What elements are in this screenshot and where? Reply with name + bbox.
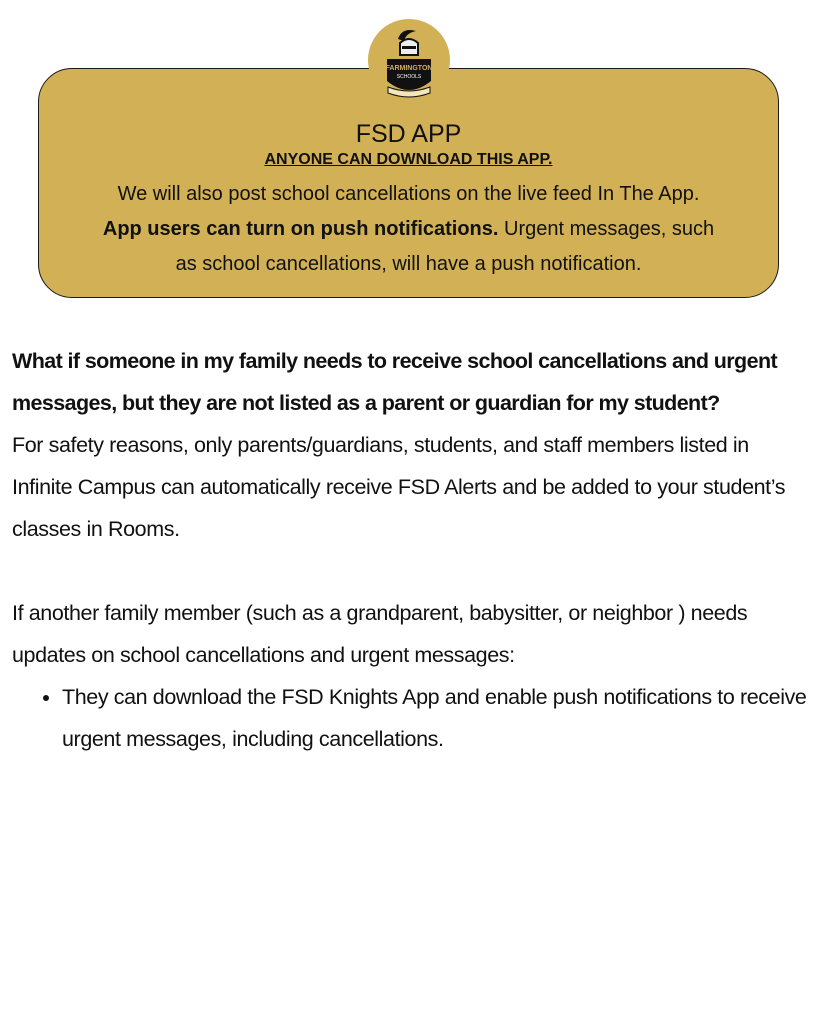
card-title: FSD APP xyxy=(355,120,462,148)
faq-other-family: If another family member (such as a grandparent, babysitter, or neighbor ) needs updates on school cancellations and urgent messages: xyxy=(12,601,748,667)
card-line: as school cancellations, will have a push notification. xyxy=(175,253,642,275)
card-subtitle: ANYONE CAN DOWNLOAD THIS APP. xyxy=(264,151,553,168)
bullet-list xyxy=(12,676,812,760)
card-line: We will also post school cancellations on the live feed In The App. xyxy=(117,183,700,205)
svg-text:SCHOOLS: SCHOOLS xyxy=(396,74,422,80)
svg-text:FARMINGTON: FARMINGTON xyxy=(385,65,433,72)
farmington-schools-logo xyxy=(384,27,434,103)
faq-section xyxy=(12,340,812,760)
card-line xyxy=(39,218,778,241)
faq-answer: For safety reasons, only parents/guardians, students, and staff members listed in Infinite Campus can automatically receive FSD Alerts and be added to your student’s classes in Rooms. xyxy=(12,433,786,541)
list-item: • They can download the FSD Knights App and enable push notifications to receive urgent messages, including cancellations. xyxy=(62,676,812,760)
faq-question: What if someone in my family needs to receive school cancellations and urgent messages, but they are not listed as a parent or guardian for my student? xyxy=(12,349,778,415)
card-bold-text: App users can turn on push notifications. xyxy=(102,218,499,240)
card-line-rest: Urgent messages, such xyxy=(498,218,715,240)
